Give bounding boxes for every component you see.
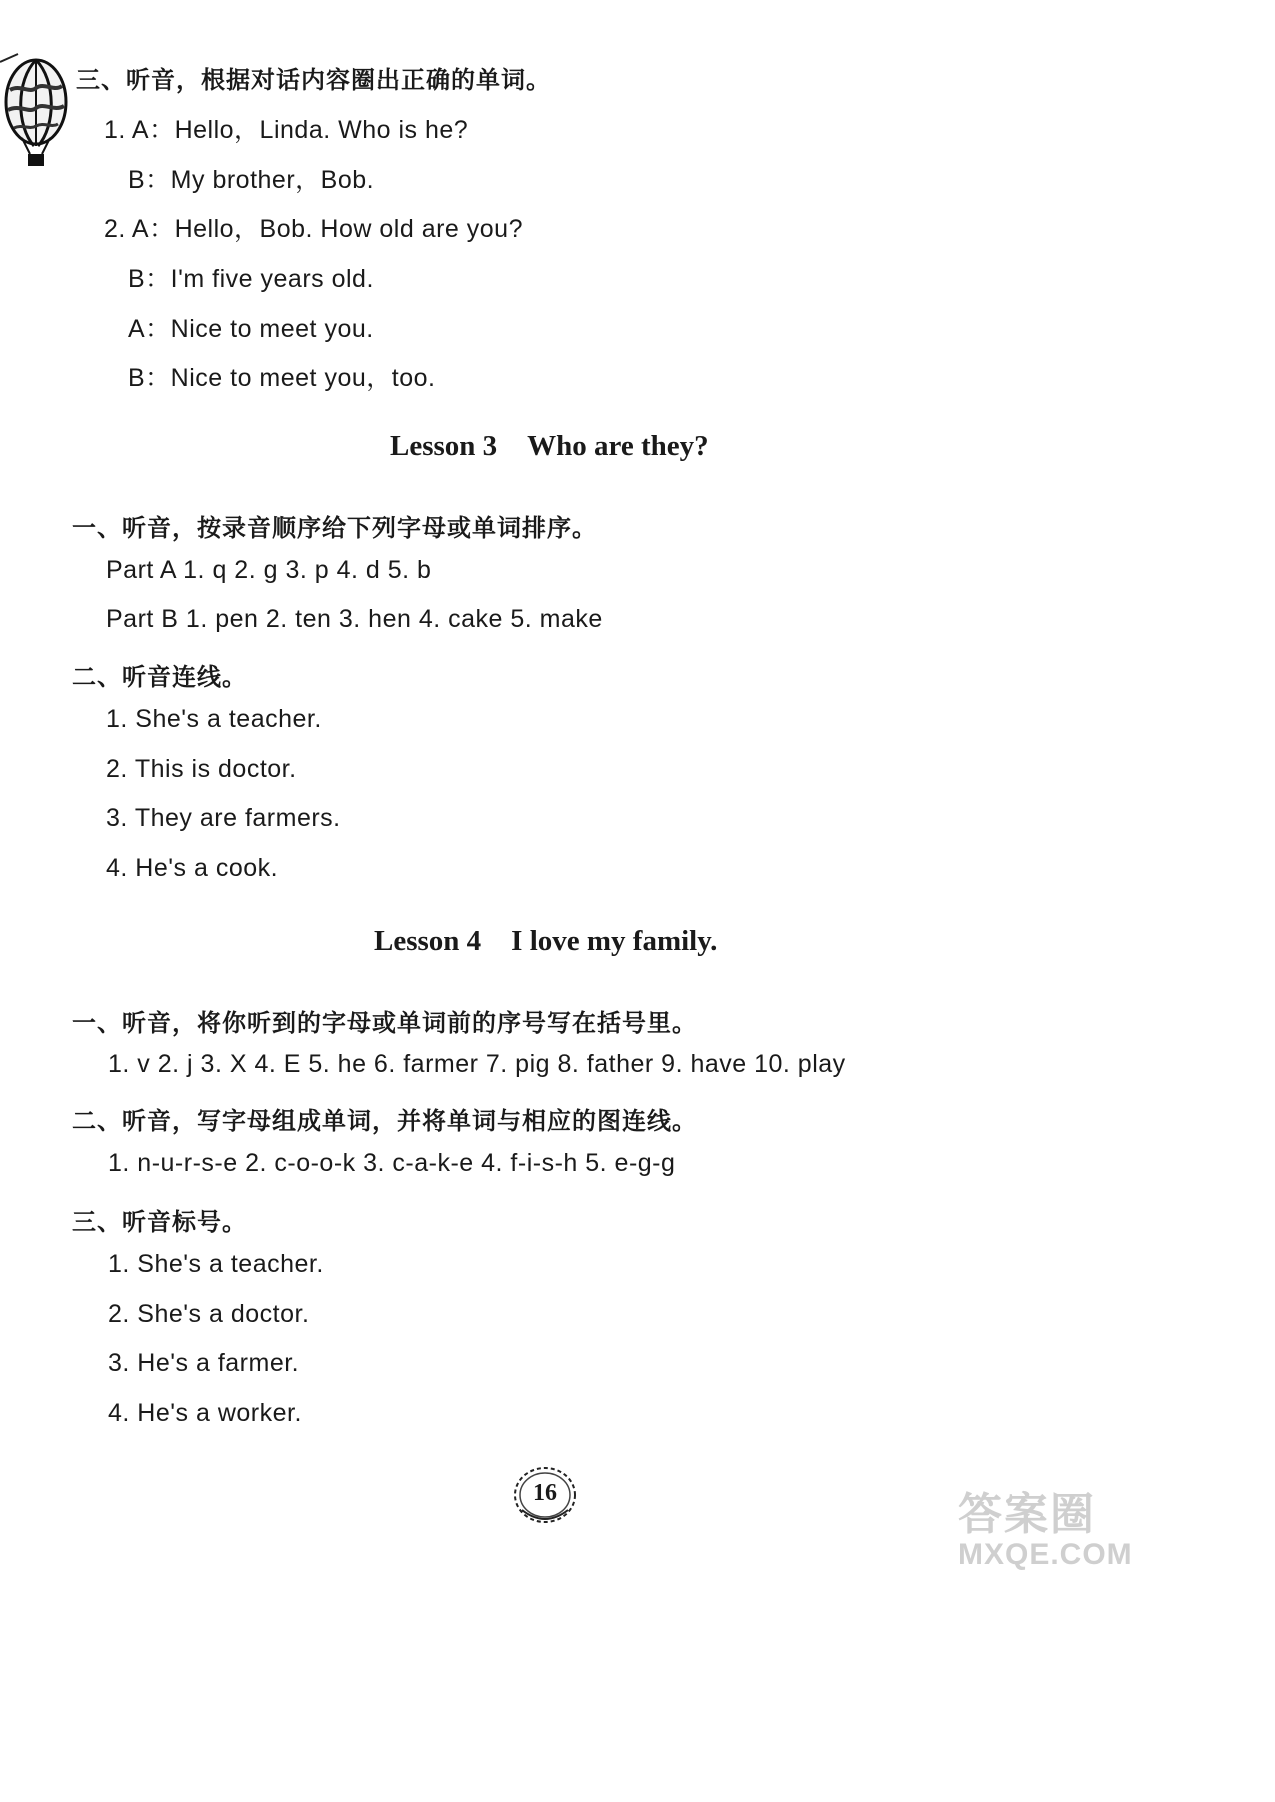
exercise-line: Part A 1. q 2. g 3. p 4. d 5. b [106, 556, 432, 584]
page-number: 16 [533, 1480, 557, 1506]
exercise-line: 2. She's a doctor. [108, 1300, 310, 1328]
exercise-line: 1. She's a teacher. [106, 705, 322, 733]
exercise-line: 3. They are farmers. [106, 804, 341, 832]
exercise-line: 1. She's a teacher. [108, 1250, 324, 1278]
section-heading: 一、听音，按录音顺序给下列字母或单词排序。 [72, 514, 597, 542]
exercise-line: 3. He's a farmer. [108, 1349, 300, 1377]
page-number-badge [510, 1462, 580, 1528]
section-heading: 二、听音，写字母组成单词，并将单词与相应的图连线。 [72, 1107, 697, 1135]
lesson-number: Lesson 3 [390, 430, 498, 462]
dialogue-line: B：Nice to meet you，too. [128, 364, 436, 392]
exercise-line: 4. He's a cook. [106, 854, 279, 882]
exercise-line: 4. He's a worker. [108, 1399, 302, 1427]
lesson-number: Lesson 4 [374, 925, 482, 957]
exercise-line: 1. n-u-r-s-e 2. c-o-o-k 3. c-a-k-e 4. f-i-s-h 5. e-g-g [108, 1149, 676, 1177]
watermark-logo: 答案圈 [958, 1490, 1096, 1539]
exercise-line: Part B 1. pen 2. ten 3. hen 4. cake 5. make [106, 605, 603, 633]
dialogue-line: B：My brother，Bob. [128, 166, 375, 194]
section-heading: 三、听音标号。 [72, 1208, 247, 1236]
lesson-name: I love my family. [511, 925, 718, 957]
dialogue-line: 1. A：Hello，Linda. Who is he? [104, 116, 469, 144]
dialogue-line: 2. A：Hello，Bob. How old are you? [104, 215, 523, 243]
section-heading: 二、听音连线。 [72, 663, 247, 691]
dialogue-line: B：I'm five years old. [128, 265, 374, 293]
watermark-url: MXQE.COM [958, 1538, 1133, 1571]
lesson-title [390, 430, 709, 463]
exercise-line: 1. v 2. j 3. X 4. E 5. he 6. farmer 7. pig 8. father 9. have 10. play [108, 1050, 846, 1078]
hot-air-balloon-icon [0, 50, 72, 180]
section-heading: 三、听音，根据对话内容圈出正确的单词。 [76, 66, 551, 94]
section-heading: 一、听音，将你听到的字母或单词前的序号写在括号里。 [72, 1009, 697, 1037]
lesson-name: Who are they? [527, 430, 709, 462]
lesson-title [374, 925, 717, 958]
exercise-line: 2. This is doctor. [106, 755, 297, 783]
dialogue-line: A：Nice to meet you. [128, 315, 374, 343]
